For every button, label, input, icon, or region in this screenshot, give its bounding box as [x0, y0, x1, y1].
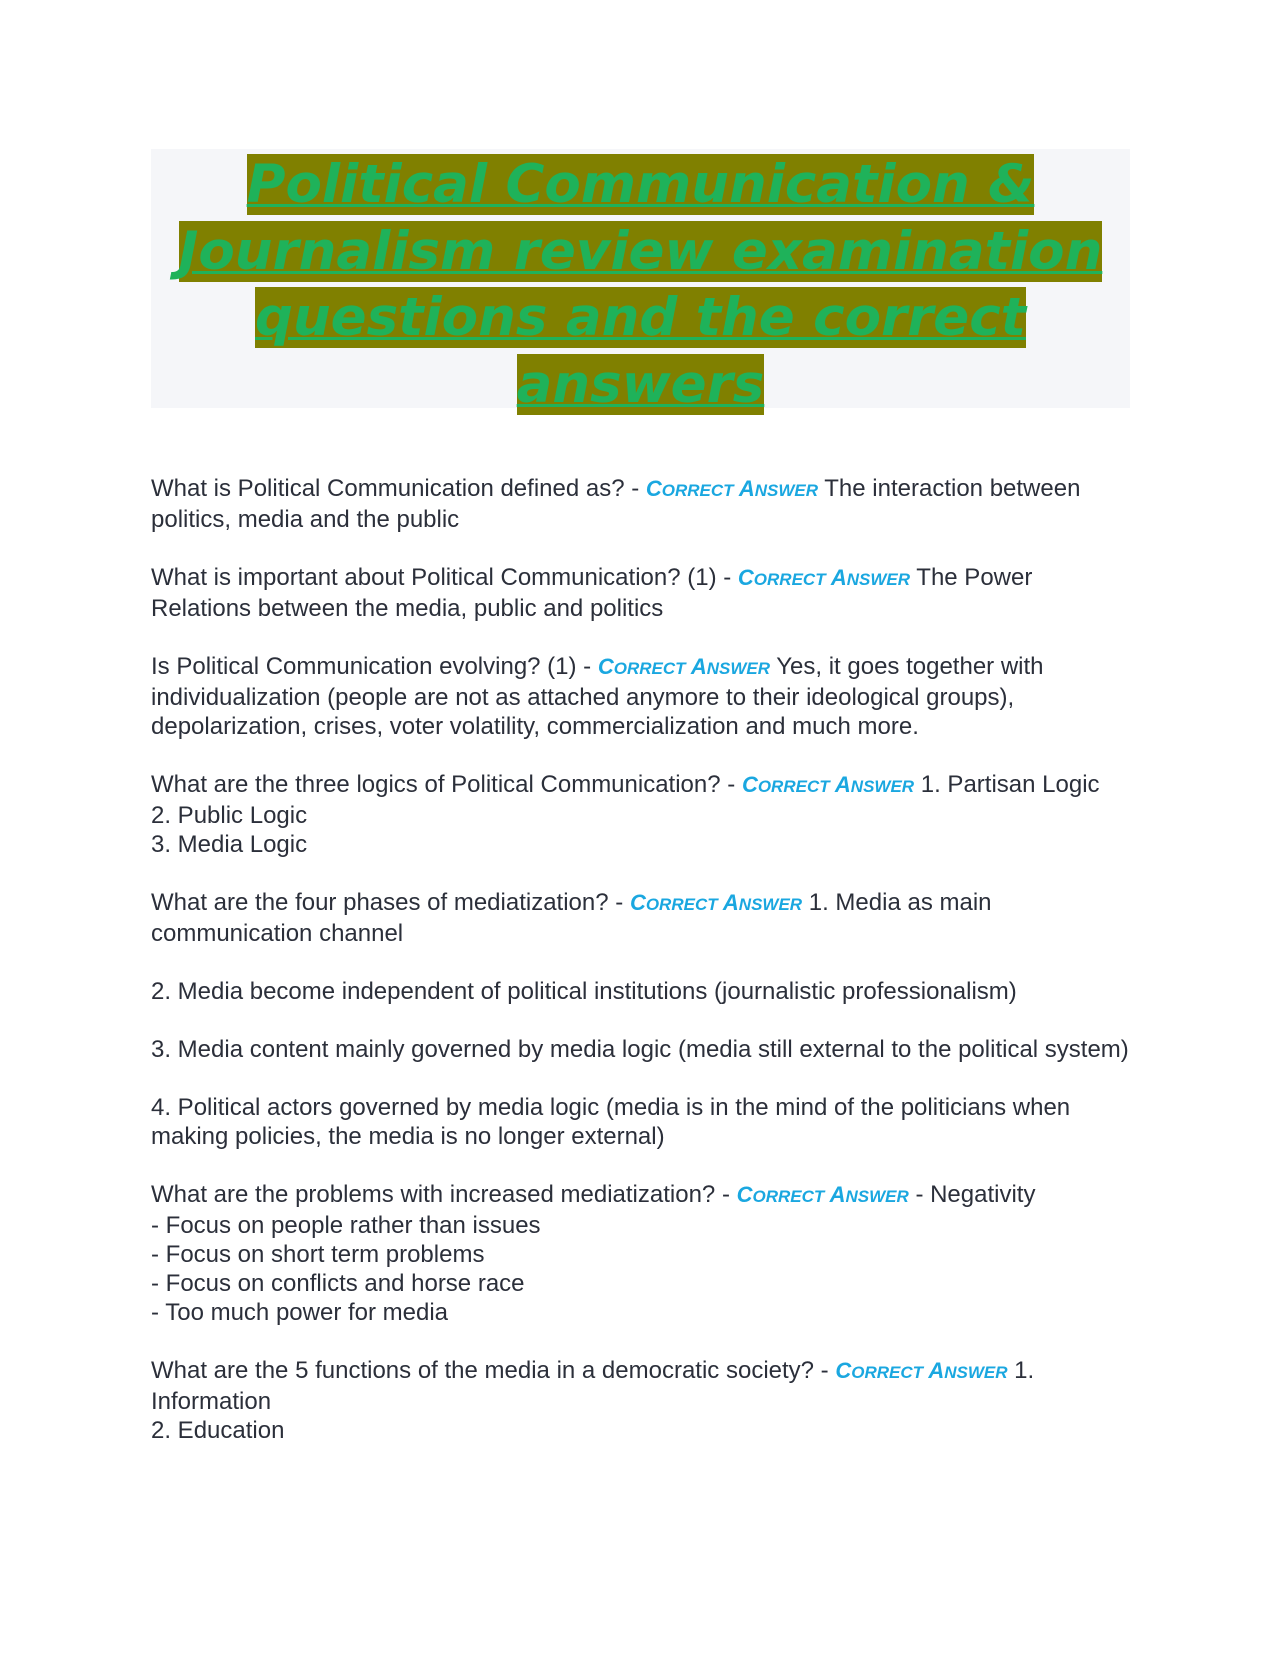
answer-text: - Negativity — [915, 1181, 1036, 1208]
answer-text: 1. Information — [151, 1357, 1035, 1415]
answer-line: 2. Media become independent of political institutions (journalistic professionalism) — [151, 978, 1017, 1005]
answer-line: 3. Media content mainly governed by media logic (media still external to the political system) — [151, 1036, 1129, 1063]
correct-answer-label-part: A — [690, 654, 707, 679]
question-text: What are the three logics of Political Communication? - — [151, 771, 736, 798]
correct-answer-label-part: ORRECT — [752, 1187, 825, 1206]
correct-answer-label-part: NSWER — [944, 1363, 1008, 1382]
correct-answer-label-part: A — [928, 1358, 945, 1383]
paragraph-gap — [151, 1064, 1130, 1093]
correct-answer-label — [630, 890, 802, 915]
correct-answer-label-part: A — [834, 772, 851, 797]
correct-answer-label-part: C — [736, 1182, 753, 1207]
answer-text: The Power Relations between the media, public and politics — [151, 564, 1033, 622]
correct-answer-label-part: ORRECT — [661, 481, 734, 500]
question-text: What are the 5 functions of the media in a democratic society? - — [151, 1357, 829, 1384]
correct-answer-label — [835, 1358, 1007, 1383]
qa-item — [151, 888, 1130, 1151]
answer-line: 4. Political actors governed by media logic (media is in the mind of the politicians when making policies, the media is no longer external) — [151, 1094, 1071, 1150]
document-title — [151, 152, 1130, 418]
answer-line: - Focus on conflicts and horse race — [151, 1270, 525, 1297]
correct-answer-label — [598, 654, 770, 679]
correct-answer-label-part: ORRECT — [757, 777, 830, 796]
correct-answer-label-part: A — [738, 476, 755, 501]
qa-item — [151, 1356, 1130, 1445]
answer-line: 3. Media Logic — [151, 831, 308, 858]
paragraph-gap — [151, 1006, 1130, 1035]
document-page — [151, 149, 1130, 1474]
question-text: Is Political Communication evolving? (1) - — [151, 653, 592, 680]
qa-first-line — [151, 770, 1130, 801]
correct-answer-label-part: A — [722, 890, 739, 915]
answer-line: - Focus on people rather than issues — [151, 1212, 541, 1239]
paragraph-gap — [151, 948, 1130, 977]
correct-answer-label-part: ORRECT — [851, 1363, 924, 1382]
question-text: What are the four phases of mediatization? - — [151, 889, 624, 916]
qa-item — [151, 563, 1130, 623]
correct-answer-label — [737, 1182, 909, 1207]
correct-answer-label-part: C — [597, 654, 614, 679]
answer-line: - Too much power for media — [151, 1299, 449, 1326]
correct-answer-label-part: NSWER — [850, 777, 915, 796]
correct-answer-label-part: NSWER — [846, 570, 911, 589]
qa-item — [151, 652, 1130, 741]
title-line: Political Communication & — [246, 154, 1035, 215]
answer-text: The interaction between politics, media and the public — [151, 475, 1081, 533]
qa-first-line — [151, 474, 1130, 534]
correct-answer-label-part: ORRECT — [753, 570, 826, 589]
correct-answer-label-part: C — [645, 476, 662, 501]
correct-answer-label-part: ORRECT — [613, 659, 686, 678]
title-line: Journalism review examination — [178, 220, 1103, 282]
correct-answer-label-part: C — [629, 890, 646, 915]
correct-answer-label-part: NSWER — [706, 659, 770, 678]
correct-answer-label-part: C — [737, 565, 754, 590]
correct-answer-label — [742, 772, 914, 797]
correct-answer-label-part: ORRECT — [645, 895, 718, 914]
correct-answer-label-part: NSWER — [738, 895, 803, 914]
title-line: answers — [516, 353, 765, 415]
correct-answer-label — [646, 476, 818, 501]
qa-first-line — [151, 1180, 1130, 1211]
answer-line: 2. Public Logic — [151, 802, 308, 829]
qa-first-line — [151, 1356, 1130, 1416]
qa-item — [151, 770, 1130, 859]
correct-answer-label-part: A — [829, 1182, 846, 1207]
correct-answer-label — [738, 565, 910, 590]
correct-answer-label-part: A — [830, 565, 847, 590]
correct-answer-label-part: C — [741, 772, 758, 797]
question-text: What is Political Communication defined as? - — [151, 475, 640, 502]
question-text: What are the problems with increased mediatization? - — [151, 1181, 730, 1208]
qa-item — [151, 1180, 1130, 1327]
correct-answer-label-part: NSWER — [845, 1187, 909, 1206]
qa-list — [151, 474, 1130, 1445]
qa-first-line — [151, 563, 1130, 623]
question-text: What is important about Political Communication? (1) - — [151, 564, 732, 591]
answer-text: 1. Media as main communication channel — [151, 889, 992, 947]
answer-text: Yes, it goes together with individualization (people are not as attached anymore to their ideological groups), depolarization, crises, voter volatility, commercialization and much more. — [151, 653, 1044, 740]
qa-first-line — [151, 652, 1130, 741]
correct-answer-label-part: C — [835, 1358, 852, 1383]
answer-line: - Focus on short term problems — [151, 1241, 485, 1268]
answer-line: 2. Education — [151, 1417, 285, 1444]
title-block — [151, 149, 1130, 415]
correct-answer-label-part: NSWER — [754, 481, 819, 500]
qa-item — [151, 474, 1130, 534]
qa-first-line — [151, 888, 1130, 948]
title-line: questions and the correct — [255, 287, 1026, 348]
answer-text: 1. Partisan Logic — [920, 771, 1100, 798]
